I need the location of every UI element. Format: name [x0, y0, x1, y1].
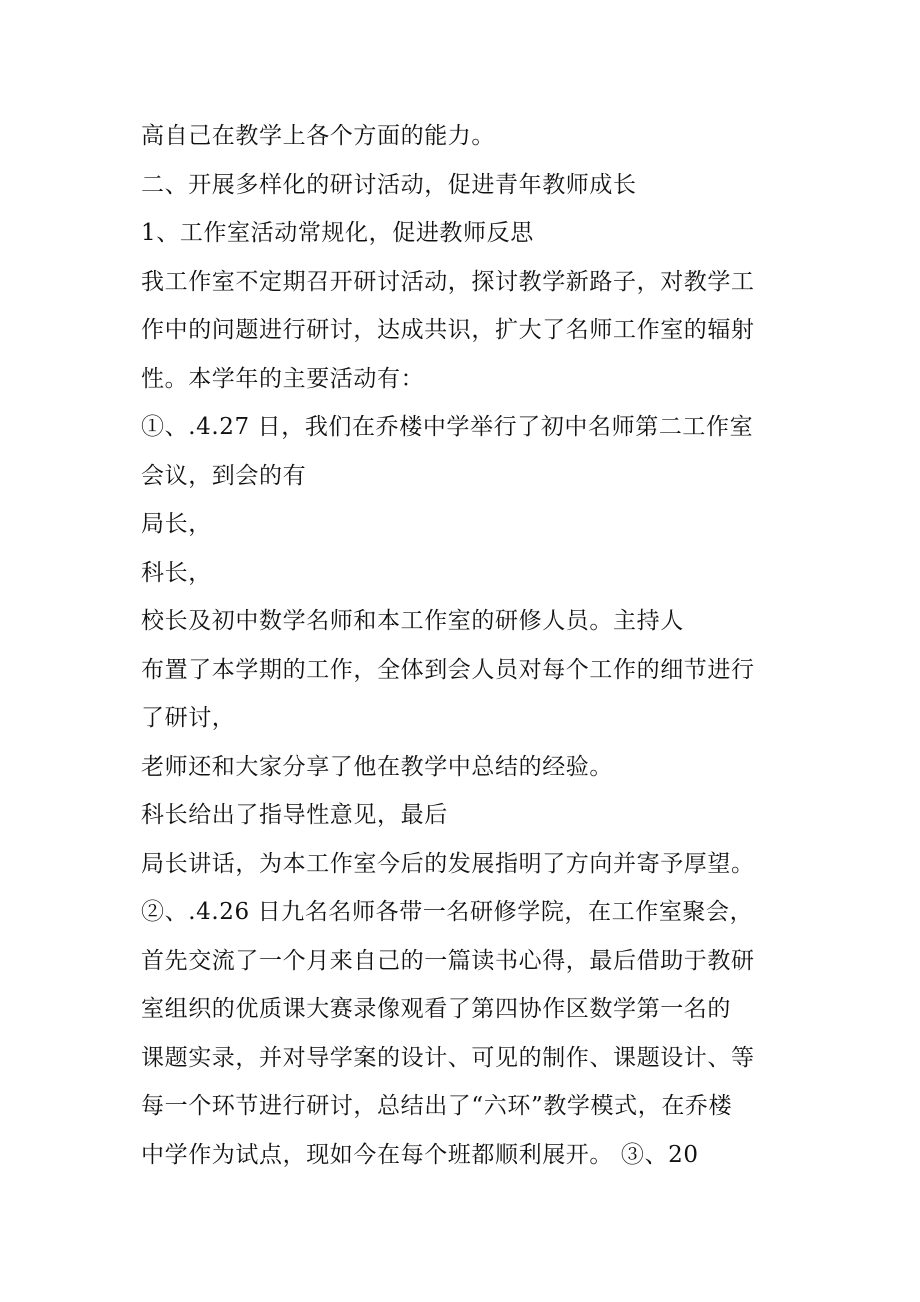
text-line: 中学作为试点，现如今在每个班都顺利展开。 ③、20: [141, 1141, 699, 1168]
text-line: 老师还和大家分享了他在教学中总结的经验。: [141, 753, 613, 780]
text-line: 局长讲话，为本工作室今后的发展指明了方向并寄予厚望。: [141, 850, 755, 877]
document-body: [141, 112, 801, 1179]
text-line: 科长给出了指导性意见，最后: [141, 802, 448, 828]
text-line: 作中的问题进行研讨，达成共识，扩大了名师工作室的辐射: [141, 317, 755, 343]
text-line: 每一个环节进行研讨，总结出了“六环”教学模式，在乔楼: [141, 1093, 733, 1119]
text-line: 校长及初中数学名师和本工作室的研修人员。主持人: [141, 608, 684, 634]
text-line: 了研讨，: [141, 705, 236, 731]
text-line: 布置了本学期的工作，全体到会人员对每个工作的细节进行: [141, 656, 755, 683]
text-line: ②、.4.26 日九名名师各带一名研修学院，在工作室聚会，: [141, 899, 754, 925]
text-line: ①、.4.27 日，我们在乔楼中学举行了初中名师第二工作室: [141, 414, 754, 440]
text-line: 课题实录，并对导学案的设计、可见的制作、课题设计、等: [141, 1044, 755, 1071]
text-line: 首先交流了一个月来自己的一篇读书心得，最后借助于教研: [141, 947, 755, 974]
text-line: 局长，: [141, 511, 212, 537]
section-heading: 二、开展多样化的研讨活动，促进青年教师成长: [141, 171, 637, 198]
subsection-heading: 1、工作室活动常规化，促进教师反思: [141, 220, 534, 246]
text-line: 室组织的优质课大赛录像观看了第四协作区数学第一名的: [141, 996, 731, 1022]
text-line: 科长，: [141, 559, 212, 586]
text-line: 高自己在教学上各个方面的能力。: [141, 123, 495, 149]
text-line: 我工作室不定期召开研讨活动，探讨教学新路子，对教学工: [141, 268, 755, 295]
text-line: 性。本学年的主要活动有：: [141, 365, 425, 392]
text-line: 会议，到会的有: [141, 462, 307, 489]
